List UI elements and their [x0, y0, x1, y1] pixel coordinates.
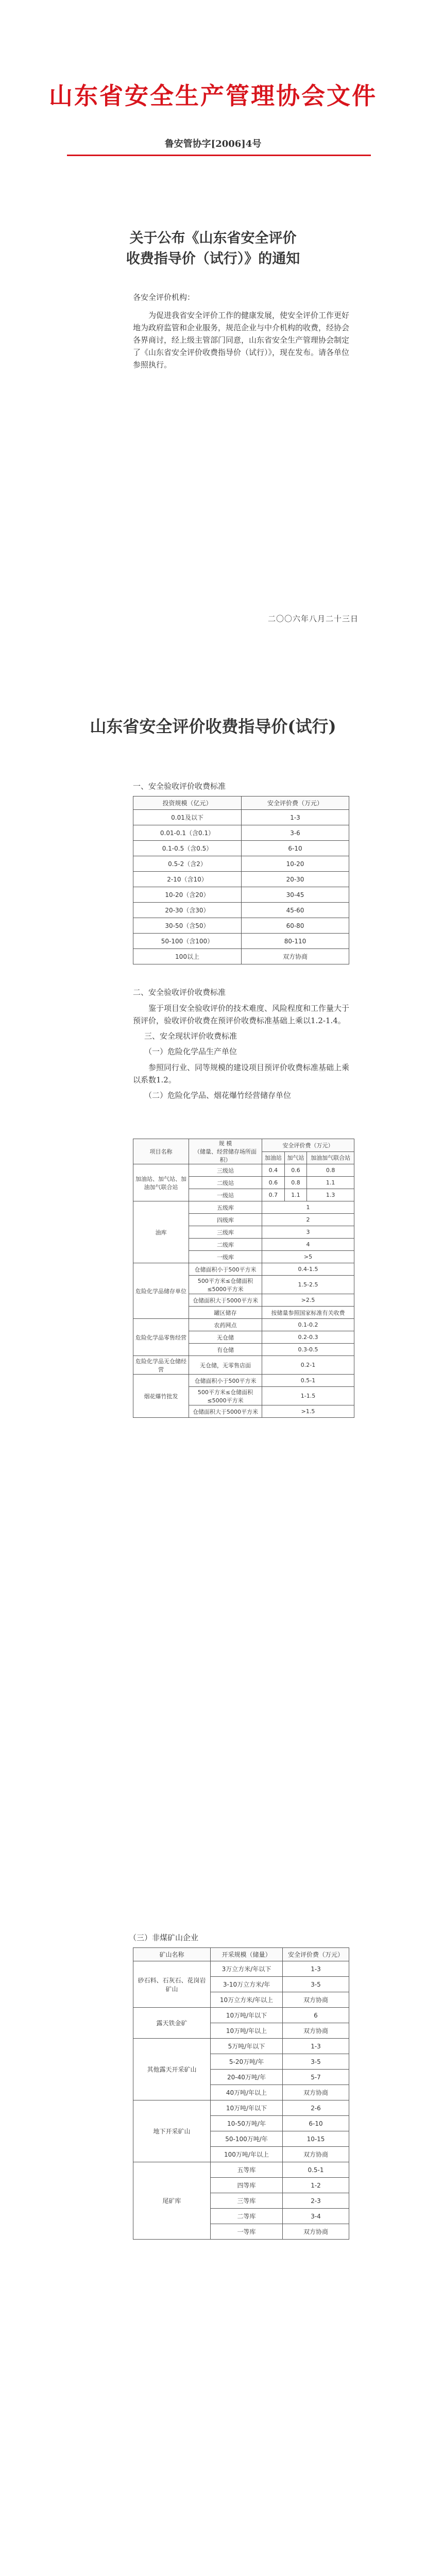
table-cell: 10-20 — [242, 856, 349, 872]
table-cell: 100以上 — [133, 949, 242, 964]
section-3-sub1: （一）危险化学品生产单位 — [144, 1047, 237, 1056]
table-cell: 0.4 — [262, 1164, 285, 1177]
table-cell: 二等库 — [211, 2209, 283, 2224]
table-cell: 烟花爆竹批发 — [133, 1375, 189, 1418]
table-cell: >2.5 — [262, 1294, 354, 1307]
table-cell: 四级库 — [189, 1214, 262, 1226]
table-cell: 3 — [262, 1226, 354, 1239]
document-number: 鲁安管协字[2006]4号 — [164, 139, 262, 149]
table-cell: 1.3 — [307, 1189, 354, 1201]
table-cell: 1-3 — [283, 2039, 349, 2054]
table-cell: 10万吨/年以上 — [211, 2023, 283, 2039]
table-cell: 20-40万吨/年 — [211, 2070, 283, 2085]
table-header: 矿山名称 — [133, 1948, 211, 1961]
section-3-sub2: （二）危险化学品、烟花爆竹经营储存单位 — [144, 1091, 292, 1100]
table-cell: 砂石料、石灰石、花岗岩矿山 — [133, 1961, 211, 2008]
table-cell: 一级库 — [189, 1251, 262, 1263]
table-cell: 危险化学品零售经营 — [133, 1319, 189, 1356]
table-cell: 双方协商 — [283, 2147, 349, 2162]
notice-body: 为促进我省安全评价工作的健康发展，使安全评价工作更好地为政府监管和企业服务，规范企业与中介机构的收费，经协会各界商讨，经上级主管部门同意，山东省安全生产管理协会制定了《山东省安全评价收费指导价（试行）》，现在发布。请各单位参照执行。 — [133, 311, 350, 369]
table-cell: 1-3 — [283, 1961, 349, 1977]
table-row — [133, 825, 349, 841]
table-cell: 45-60 — [242, 903, 349, 918]
table-cell: 0.1-0.2 — [262, 1319, 354, 1331]
table-cell: 无仓储，无零售店面 — [189, 1356, 262, 1375]
table-cell: 5万吨/年以下 — [211, 2039, 283, 2054]
table-cell: 50-100（含100） — [133, 934, 242, 949]
table-row — [133, 887, 349, 903]
table-cell: 0.2-0.3 — [262, 1331, 354, 1344]
table-row — [133, 1164, 354, 1177]
table-cell: 双方协商 — [283, 2023, 349, 2039]
table-cell: 双方协商 — [242, 949, 349, 964]
section-1-heading: 一、安全验收评价收费标准 — [133, 782, 226, 791]
table-storage-fees — [133, 1139, 354, 1418]
table-cell: 0.01-0.1（含0.1） — [133, 825, 242, 841]
section-3-text1: 参照同行业、同等规模的建设项目预评价收费标准基础上乘以系数1.2。 — [133, 1063, 350, 1084]
table-cell: 3-6 — [242, 825, 349, 841]
table-cell: 罐区储存 — [189, 1307, 262, 1319]
table-cell: 40万吨/年以上 — [211, 2085, 283, 2100]
table-cell: 仓储面积小于500平方米 — [189, 1263, 262, 1276]
table-cell: 一级站 — [189, 1189, 262, 1201]
table-cell: 0.8 — [284, 1177, 307, 1189]
table-cell: 6 — [283, 2008, 349, 2023]
table-cell: 0.3-0.5 — [262, 1344, 354, 1356]
table-row — [133, 1201, 354, 1214]
table-cell: 10-50万吨/年 — [211, 2116, 283, 2131]
table-row — [133, 949, 349, 964]
table-cell: 3-10万立方米/年 — [211, 1977, 283, 1992]
table-cell: 2-10（含10） — [133, 872, 242, 887]
table-cell: 农药网点 — [189, 1319, 262, 1331]
table-row — [133, 856, 349, 872]
table-header: 加油加气联合站 — [307, 1151, 354, 1164]
table-cell: 6-10 — [283, 2116, 349, 2131]
table-cell: 仓储面积大于5000平方米 — [189, 1405, 262, 1418]
table-row — [133, 2008, 349, 2023]
table-header: 加气站 — [284, 1151, 307, 1164]
table-cell: 10万吨/年以下 — [211, 2100, 283, 2116]
table-cell: 2-3 — [283, 2193, 349, 2209]
table-cell: 2-6 — [283, 2100, 349, 2116]
table-cell: 0.6 — [284, 1164, 307, 1177]
table-cell: 双方协商 — [283, 2224, 349, 2240]
table-cell: 无仓储 — [189, 1331, 262, 1344]
table-cell: 0.5-1 — [262, 1375, 354, 1387]
table-cell: 双方协商 — [283, 1992, 349, 2008]
table-cell: 1-3 — [242, 810, 349, 825]
table-cell: 3-5 — [283, 2054, 349, 2070]
table-cell: 仓储面积大于5000平方米 — [189, 1294, 262, 1307]
table-header: 安全评价费（万元） — [242, 796, 349, 810]
table-cell: 其他露天开采矿山 — [133, 2039, 211, 2100]
table-cell: 有仓储 — [189, 1344, 262, 1356]
table-cell: 0.01及以下 — [133, 810, 242, 825]
table-row — [133, 903, 349, 918]
table-cell: 1.1 — [307, 1177, 354, 1189]
table-row — [133, 1263, 354, 1276]
table-cell: 地下开采矿山 — [133, 2100, 211, 2162]
table-cell: 危险化学品无仓储经营 — [133, 1356, 189, 1375]
table-row — [133, 1356, 354, 1375]
table-cell: 30-50（含50） — [133, 918, 242, 934]
table-cell: 0.8 — [307, 1164, 354, 1177]
table-cell: 5-7 — [283, 2070, 349, 2085]
table-cell: 三级站 — [189, 1164, 262, 1177]
table-row — [133, 1319, 354, 1331]
table-cell: 三等库 — [211, 2193, 283, 2209]
table-cell: 一等库 — [211, 2224, 283, 2240]
table-header: 规 模 （储量、经营储存场所面积） — [189, 1139, 262, 1164]
table-cell: 按储量参照国家标准有关收费 — [262, 1307, 354, 1319]
table-cell: 尾矿库 — [133, 2162, 211, 2240]
table-cell: 0.6 — [262, 1177, 285, 1189]
notice-date: 二〇〇六年八月二十三日 — [268, 614, 359, 623]
table-cell: 10万立方米/年以上 — [211, 1992, 283, 2008]
table-cell: 30-45 — [242, 887, 349, 903]
table-cell: 五等库 — [211, 2162, 283, 2178]
table-row — [133, 872, 349, 887]
table-cell: 油库 — [133, 1201, 189, 1263]
table-cell: 1.1 — [284, 1189, 307, 1201]
table-row — [133, 2100, 349, 2116]
table-row — [133, 841, 349, 856]
table-header: 加油站 — [262, 1151, 285, 1164]
table-cell: 加油站、加气站、加油加气联合站 — [133, 1164, 189, 1201]
table-cell: 500平方米≤仓储面积≤5000平方米 — [189, 1276, 262, 1294]
table-cell: 10-15 — [283, 2131, 349, 2147]
table-cell: 80-110 — [242, 934, 349, 949]
table-cell: 20-30 — [242, 872, 349, 887]
table-cell: 3-4 — [283, 2209, 349, 2224]
table-cell: 危险化学品储存单位 — [133, 1263, 189, 1319]
table-header: 项目名称 — [133, 1139, 189, 1164]
table-cell: 5-20万吨/年 — [211, 2054, 283, 2070]
table-cell: >5 — [262, 1251, 354, 1263]
section-2-heading: 二、安全验收评价收费标准 — [133, 988, 226, 997]
table-cell: 0.1-0.5（含0.5） — [133, 841, 242, 856]
table-row — [133, 1375, 354, 1387]
table-cell: 0.5-2（含2） — [133, 856, 242, 872]
table-cell: 五级库 — [189, 1201, 262, 1214]
table-preassessment-fees — [133, 796, 349, 964]
table-cell: 二级库 — [189, 1239, 262, 1251]
standard-title: 山东省安全评价收费指导价(试行) — [90, 717, 336, 736]
table-cell: 1 — [262, 1201, 354, 1214]
table-header: 开采规模（储量） — [211, 1948, 283, 1961]
table-row — [133, 810, 349, 825]
table-cell: 60-80 — [242, 918, 349, 934]
issuer-header: 山东省安全生产管理协会文件 — [49, 82, 377, 110]
table-cell: 三级库 — [189, 1226, 262, 1239]
table-cell: 二级站 — [189, 1177, 262, 1189]
table-cell: 0.5-1 — [283, 2162, 349, 2178]
table-row — [133, 1961, 349, 1977]
table-cell: 1.5-2.5 — [262, 1276, 354, 1294]
table-cell: >1.5 — [262, 1405, 354, 1418]
table-mining-fees — [133, 1947, 349, 2240]
table-row — [133, 2162, 349, 2178]
table-cell: 10万吨/年以下 — [211, 2008, 283, 2023]
table-cell: 3-5 — [283, 1977, 349, 1992]
notice-title-line2: 收费指导价（试行）》的通知 — [126, 251, 300, 267]
table-cell: 4 — [262, 1239, 354, 1251]
section-2-text: 鉴于项目安全验收评价的技术难度、风险程度和工作量大于预评价，验收评价收费在预评价收费标准基础上乘以1.2-1.4。 — [133, 1004, 350, 1025]
table-cell: 0.4-1.5 — [262, 1263, 354, 1276]
table-cell: 0.7 — [262, 1189, 285, 1201]
table-row — [133, 918, 349, 934]
table-cell: 双方协商 — [283, 2085, 349, 2100]
section-3-heading: 三、安全现状评价收费标准 — [144, 1031, 237, 1041]
notice-salutation: 各安全评价机构： — [133, 293, 195, 302]
table-cell: 500平方米≤仓储面积≤5000平方米 — [189, 1387, 262, 1405]
header-divider — [67, 155, 371, 156]
table-header: 投资规模（亿元） — [133, 796, 242, 810]
table-cell: 仓储面积小于500平方米 — [189, 1375, 262, 1387]
table-row — [133, 934, 349, 949]
table-cell: 四等库 — [211, 2178, 283, 2193]
table-cell: 0.2-1 — [262, 1356, 354, 1375]
table-row — [133, 2039, 349, 2054]
notice-title-line1: 关于公布《山东省安全评价 — [129, 230, 297, 246]
table-cell: 1-1.5 — [262, 1387, 354, 1405]
table-header: 安全评价费（万元） — [262, 1139, 354, 1152]
table-cell: 10-20（含20） — [133, 887, 242, 903]
table-header: 安全评价费（万元） — [283, 1948, 349, 1961]
table-cell: 3万立方米/年以下 — [211, 1961, 283, 1977]
table-cell: 2 — [262, 1214, 354, 1226]
section-3-sub3: （三）非煤矿山企业 — [129, 1933, 199, 1942]
table-cell: 露天铁金矿 — [133, 2008, 211, 2039]
table-cell: 20-30（含30） — [133, 903, 242, 918]
table-cell: 6-10 — [242, 841, 349, 856]
table-cell: 1-2 — [283, 2178, 349, 2193]
table-cell: 50-100万吨/年 — [211, 2131, 283, 2147]
table-cell: 100万吨/年以上 — [211, 2147, 283, 2162]
